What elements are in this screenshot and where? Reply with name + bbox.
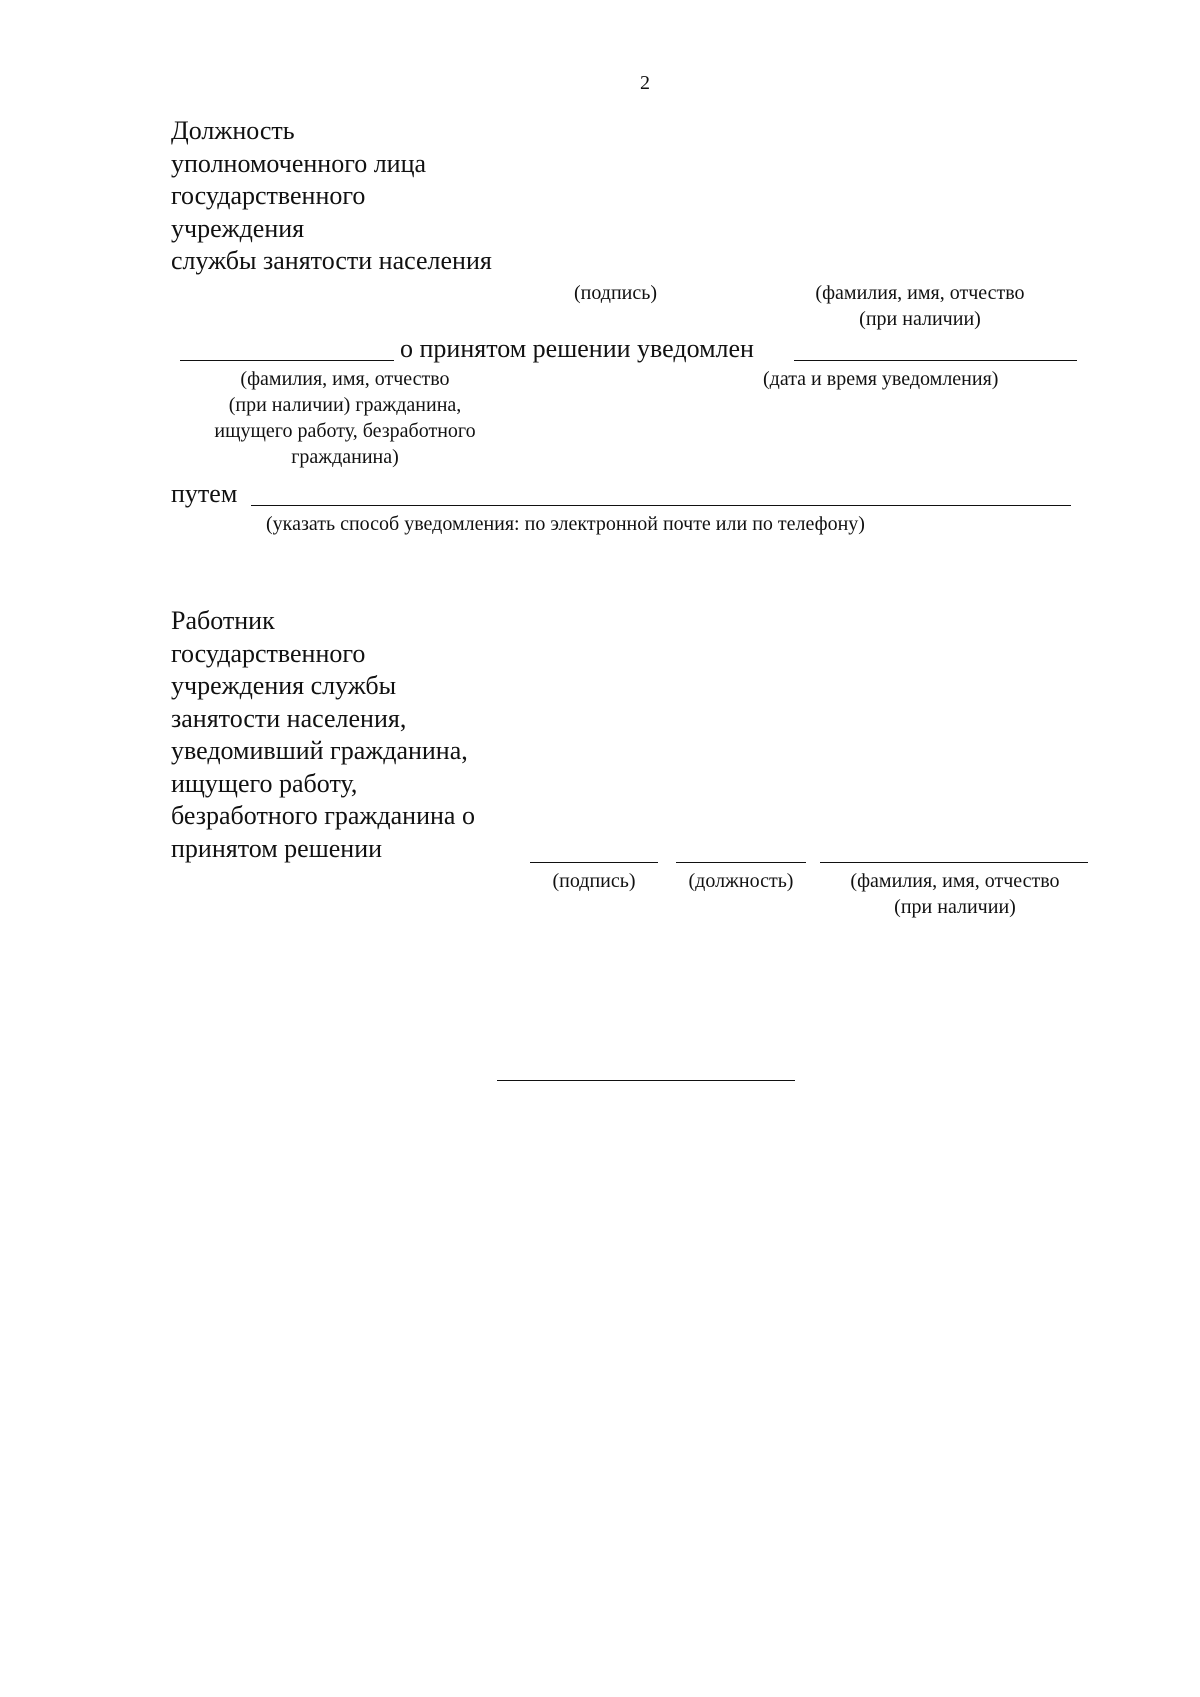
end-separator-line — [497, 1080, 795, 1081]
employee-position-caption: (должность) — [688, 870, 794, 892]
notification-datetime-caption: (дата и время уведомления) — [763, 368, 999, 390]
citizen-caption-line: (фамилия, имя, отчество — [240, 368, 450, 390]
official-title-line: службы занятости населения — [171, 246, 492, 275]
employee-title-line: учреждения службы — [171, 671, 397, 700]
fio-caption-line: (при наличии) — [894, 896, 1016, 918]
notification-method-caption: (указать способ уведомления: по электронной почте или по телефону) — [266, 513, 865, 535]
notification-sentence: о принятом решении уведомлен — [400, 334, 754, 363]
official-title-line: Должность — [171, 116, 295, 145]
employee-title-line: государственного — [171, 638, 366, 668]
employee-title-line: Работник — [171, 606, 275, 635]
page-number: 2 — [640, 72, 650, 94]
employee-fio-caption — [815, 868, 1095, 920]
official-signature-caption: (подпись) — [574, 282, 658, 304]
official-fio-caption — [770, 280, 1070, 332]
citizen-caption-line: ищущего работу, безработного — [214, 420, 476, 442]
employee-title-line: занятости населения, — [171, 703, 407, 733]
fio-caption-line: (при наличии) — [859, 308, 981, 330]
fio-caption-line: (фамилия, имя, отчество — [850, 870, 1060, 892]
official-position-title — [171, 115, 492, 278]
employee-title-line: ищущего работу, — [171, 768, 358, 798]
employee-fio-line[interactable] — [820, 862, 1088, 863]
employee-signature-line[interactable] — [530, 862, 658, 863]
citizen-name-caption — [170, 366, 520, 470]
official-title-line: уполномоченного лица — [171, 148, 427, 178]
citizen-caption-line: (при наличии) гражданина, — [228, 394, 462, 416]
employee-title — [171, 605, 475, 865]
employee-position-line[interactable] — [676, 862, 806, 863]
employee-title-line: уведомивший гражданина, — [171, 736, 468, 765]
employee-title-line: принятом решении — [171, 833, 383, 863]
employee-title-line: безработного гражданина о — [171, 801, 475, 830]
fio-caption-line: (фамилия, имя, отчество — [815, 282, 1025, 304]
citizen-caption-line: гражданина) — [291, 446, 399, 468]
notification-method-line[interactable] — [251, 505, 1071, 506]
official-title-line: государственного — [171, 181, 366, 210]
notification-datetime-line[interactable] — [794, 360, 1077, 361]
citizen-name-line[interactable] — [180, 360, 394, 361]
method-prefix: путем — [171, 479, 238, 508]
official-title-line: учреждения — [171, 213, 305, 243]
employee-signature-caption: (подпись) — [552, 870, 636, 892]
